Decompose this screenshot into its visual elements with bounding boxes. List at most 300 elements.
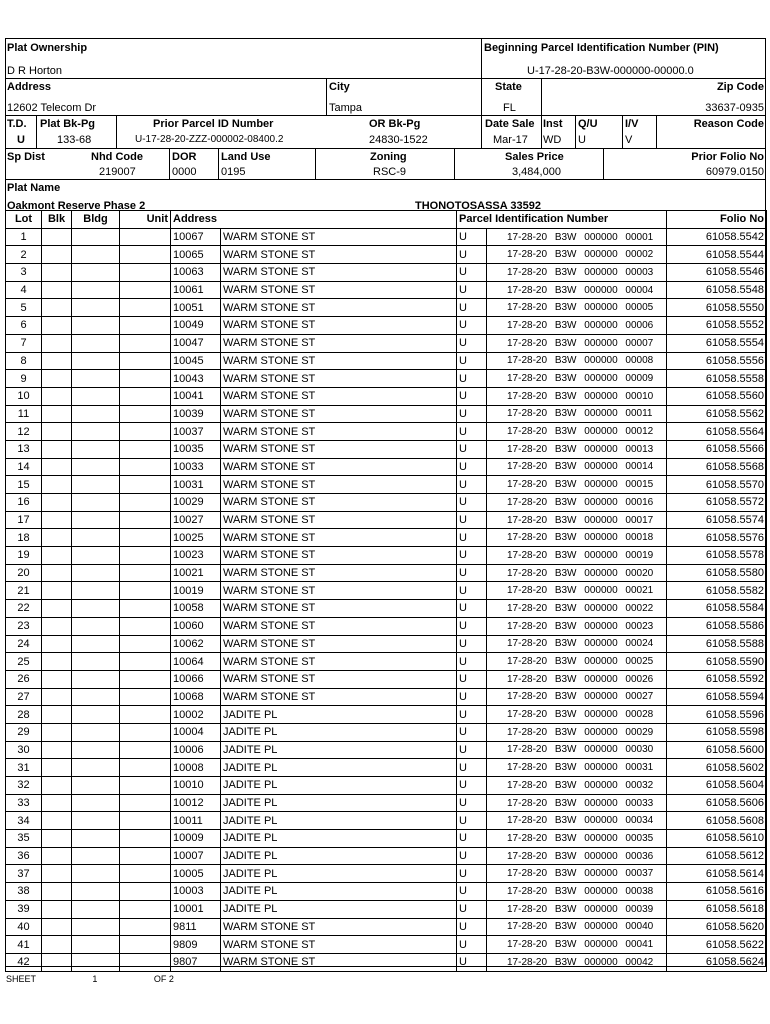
- lot-cell: 27: [6, 688, 42, 706]
- parcel-cell: [487, 494, 667, 512]
- divider: [603, 149, 604, 179]
- pin-parcel: 00026: [625, 673, 654, 685]
- bldg-cell: [72, 440, 120, 458]
- blk-cell: [42, 405, 72, 423]
- parcel-cell: [487, 582, 667, 600]
- parcel-cell: [487, 847, 667, 865]
- table-row: [6, 529, 767, 547]
- pin-sub: B3W: [554, 319, 577, 331]
- datesale-value: Mar-17: [493, 134, 528, 146]
- pin-sub: B3W: [554, 426, 577, 438]
- pin-block: 000000: [584, 514, 618, 526]
- house-number-cell: 10068: [171, 688, 221, 706]
- lot-cell: 18: [6, 529, 42, 547]
- lot-cell: 25: [6, 653, 42, 671]
- street-cell: WARM STONE ST: [221, 423, 457, 441]
- pin-twp: 17-28-20: [507, 461, 548, 473]
- property-row: [5, 149, 766, 180]
- street-cell: WARM STONE ST: [221, 564, 457, 582]
- folio-cell: 61058.5594: [667, 688, 767, 706]
- table-row: [6, 511, 767, 529]
- divider: [481, 116, 482, 148]
- pin-block: 000000: [584, 885, 618, 897]
- pin-block: 000000: [584, 903, 618, 915]
- pin-parcel: 00022: [625, 602, 654, 614]
- blk-cell: [42, 334, 72, 352]
- qu-label: Q/U: [578, 118, 598, 130]
- lot-cell: 42: [6, 953, 42, 971]
- folio-cell: 61058.5596: [667, 706, 767, 724]
- divider: [541, 116, 542, 148]
- street-cell: WARM STONE ST: [221, 953, 457, 971]
- parcel-cell: [487, 759, 667, 777]
- house-number-cell: 10005: [171, 865, 221, 883]
- pin-sub: B3W: [554, 921, 577, 933]
- pin-parcel: 00002: [625, 249, 654, 261]
- folio-cell: 61058.5604: [667, 777, 767, 795]
- pin-parcel: 00040: [625, 921, 654, 933]
- pin-parcel: 00004: [625, 284, 654, 296]
- parcel-cell: [487, 617, 667, 635]
- bldg-cell: [72, 830, 120, 848]
- pin-sub: B3W: [554, 461, 577, 473]
- parcel-cell: [487, 317, 667, 335]
- table-row: [6, 653, 767, 671]
- pin-parcel: 00025: [625, 656, 654, 668]
- pin-twp: 17-28-20: [507, 620, 548, 632]
- pin-block: 000000: [584, 620, 618, 632]
- pin-twp: 17-28-20: [507, 496, 548, 508]
- parcel-cell: [487, 830, 667, 848]
- pin-block: 000000: [584, 656, 618, 668]
- td-cell: U: [457, 847, 487, 865]
- pin-block: 000000: [584, 549, 618, 561]
- bldg-cell: [72, 900, 120, 918]
- td-cell: U: [457, 246, 487, 264]
- street-cell: WARM STONE ST: [221, 688, 457, 706]
- folio-cell: 61058.5544: [667, 246, 767, 264]
- house-number-cell: 10021: [171, 564, 221, 582]
- parcel-cell: [487, 883, 667, 901]
- td-cell: U: [457, 741, 487, 759]
- table-row: [6, 299, 767, 317]
- table-row: [6, 812, 767, 830]
- pin-twp: 17-28-20: [507, 231, 548, 243]
- td-cell: U: [457, 387, 487, 405]
- pin-twp: 17-28-20: [507, 319, 548, 331]
- pin-parcel: 00019: [625, 549, 654, 561]
- parcel-cell: [487, 511, 667, 529]
- blk-cell: [42, 264, 72, 282]
- bldg-cell: [72, 635, 120, 653]
- zoning-value: RSC-9: [373, 166, 407, 178]
- pin-twp: 17-28-20: [507, 567, 548, 579]
- unit-cell: [120, 317, 171, 335]
- td-cell: U: [457, 476, 487, 494]
- address-row: [5, 79, 766, 116]
- pin-parcel: 00018: [625, 532, 654, 544]
- bldg-cell: [72, 777, 120, 795]
- pin-sub: B3W: [554, 939, 577, 951]
- td-cell: U: [457, 918, 487, 936]
- parcel-cell: [487, 741, 667, 759]
- bldg-cell: [72, 370, 120, 388]
- table-row: [6, 936, 767, 954]
- house-number-cell: 10023: [171, 547, 221, 565]
- td-cell: U: [457, 617, 487, 635]
- pin-parcel: 00031: [625, 762, 654, 774]
- bldg-cell: [72, 511, 120, 529]
- table-row: [6, 617, 767, 635]
- lot-cell: 34: [6, 812, 42, 830]
- folio-cell: 61058.5622: [667, 936, 767, 954]
- table-row: [6, 600, 767, 618]
- unit-cell: [120, 723, 171, 741]
- unit-cell: [120, 264, 171, 282]
- house-number-cell: 10001: [171, 900, 221, 918]
- pin-twp: 17-28-20: [507, 426, 548, 438]
- pin-parcel: 00041: [625, 939, 654, 951]
- prior-pin-value: U-17-28-20-ZZZ-000002-08400.2: [135, 134, 284, 145]
- pin-block: 000000: [584, 638, 618, 650]
- pin-sub: B3W: [554, 231, 577, 243]
- table-row: [6, 670, 767, 688]
- pin-parcel: 00015: [625, 479, 654, 491]
- house-number-cell: 10031: [171, 476, 221, 494]
- pin-parcel: 00021: [625, 585, 654, 597]
- pin-block: 000000: [584, 797, 618, 809]
- lot-cell: 39: [6, 900, 42, 918]
- street-cell: WARM STONE ST: [221, 246, 457, 264]
- parcel-cell: [487, 723, 667, 741]
- table-body: [6, 228, 767, 971]
- address-header: Address: [171, 211, 457, 229]
- divider: [481, 38, 482, 78]
- pin-block: 000000: [584, 921, 618, 933]
- lot-cell: 16: [6, 494, 42, 512]
- pin-block: 000000: [584, 426, 618, 438]
- folio-cell: 61058.5602: [667, 759, 767, 777]
- divider: [575, 116, 576, 148]
- house-number-cell: 10043: [171, 370, 221, 388]
- unit-cell: [120, 246, 171, 264]
- folio-header: Folio No: [667, 211, 767, 229]
- street-cell: WARM STONE ST: [221, 653, 457, 671]
- bldg-cell: [72, 741, 120, 759]
- table-row: [6, 635, 767, 653]
- pin-parcel: 00012: [625, 426, 654, 438]
- unit-cell: [120, 405, 171, 423]
- city-value: Tampa: [329, 102, 363, 114]
- inst-value: WD: [543, 134, 562, 146]
- street-cell: WARM STONE ST: [221, 264, 457, 282]
- pin-parcel: 00014: [625, 461, 654, 473]
- street-cell: WARM STONE ST: [221, 547, 457, 565]
- pin-twp: 17-28-20: [507, 691, 548, 703]
- street-cell: WARM STONE ST: [221, 670, 457, 688]
- table-row: [6, 423, 767, 441]
- table-row: [6, 865, 767, 883]
- folio-cell: 61058.5558: [667, 370, 767, 388]
- bldg-cell: [72, 600, 120, 618]
- pin-twp: 17-28-20: [507, 602, 548, 614]
- pin-block: 000000: [584, 602, 618, 614]
- street-cell: JADITE PL: [221, 812, 457, 830]
- blk-cell: [42, 582, 72, 600]
- pin-block: 000000: [584, 744, 618, 756]
- td-cell: U: [457, 688, 487, 706]
- lot-cell: 40: [6, 918, 42, 936]
- folio-cell: 61058.5554: [667, 334, 767, 352]
- pin-sub: B3W: [554, 408, 577, 420]
- pin-sub: B3W: [554, 832, 577, 844]
- street-cell: WARM STONE ST: [221, 281, 457, 299]
- pin-parcel: 00005: [625, 302, 654, 314]
- unit-cell: [120, 370, 171, 388]
- platbk-value: 133-68: [57, 134, 92, 146]
- nhd-label: Nhd Code: [91, 151, 143, 163]
- pin-twp: 17-28-20: [507, 479, 548, 491]
- bldg-cell: [72, 723, 120, 741]
- td-cell: U: [457, 228, 487, 246]
- bldg-cell: [72, 334, 120, 352]
- blk-cell: [42, 440, 72, 458]
- city-label: City: [329, 81, 350, 93]
- street-cell: WARM STONE ST: [221, 635, 457, 653]
- house-number-cell: 10063: [171, 264, 221, 282]
- pin-parcel: 00010: [625, 390, 654, 402]
- pin-sub: B3W: [554, 903, 577, 915]
- house-number-cell: 10058: [171, 600, 221, 618]
- house-number-cell: 9811: [171, 918, 221, 936]
- unit-cell: [120, 741, 171, 759]
- pin-label: Beginning Parcel Identification Number (PIN): [484, 42, 719, 54]
- pin-sub: B3W: [554, 850, 577, 862]
- parcel-cell: [487, 299, 667, 317]
- blk-cell: [42, 476, 72, 494]
- unit-cell: [120, 228, 171, 246]
- blk-cell: [42, 670, 72, 688]
- parcel-cell: [487, 670, 667, 688]
- pin-block: 000000: [584, 319, 618, 331]
- pin-block: 000000: [584, 956, 618, 968]
- pin-block: 000000: [584, 249, 618, 261]
- pin-sub: B3W: [554, 762, 577, 774]
- lot-cell: 1: [6, 228, 42, 246]
- pin-parcel: 00006: [625, 319, 654, 331]
- parcel-cell: [487, 635, 667, 653]
- parcel-cell: [487, 405, 667, 423]
- folio-cell: 61058.5582: [667, 582, 767, 600]
- pin-sub: B3W: [554, 337, 577, 349]
- address-label: Address: [7, 81, 52, 93]
- pin-sub: B3W: [554, 602, 577, 614]
- pin-block: 000000: [584, 673, 618, 685]
- lot-cell: 17: [6, 511, 42, 529]
- blk-cell: [42, 370, 72, 388]
- pin-sub: B3W: [554, 532, 577, 544]
- orbk-value: 24830-1522: [369, 134, 428, 146]
- td-cell: U: [457, 529, 487, 547]
- pin-block: 000000: [584, 337, 618, 349]
- blk-cell: [42, 352, 72, 370]
- table-row: [6, 317, 767, 335]
- parcel-cell: [487, 458, 667, 476]
- landuse-value: 0195: [221, 166, 246, 178]
- pin-twp: 17-28-20: [507, 549, 548, 561]
- street-cell: JADITE PL: [221, 794, 457, 812]
- table-row: [6, 918, 767, 936]
- street-cell: WARM STONE ST: [221, 476, 457, 494]
- parcel-cell: [487, 423, 667, 441]
- house-number-cell: 10060: [171, 617, 221, 635]
- table-row: [6, 494, 767, 512]
- folio-cell: 61058.5598: [667, 723, 767, 741]
- bldg-cell: [72, 264, 120, 282]
- blk-cell: [42, 953, 72, 971]
- folio-cell: 61058.5564: [667, 423, 767, 441]
- pin-block: 000000: [584, 408, 618, 420]
- lots-table-container: [5, 210, 767, 972]
- house-number-cell: 10064: [171, 653, 221, 671]
- divider: [116, 116, 117, 148]
- pin-sub: B3W: [554, 249, 577, 261]
- parcel-cell: [487, 281, 667, 299]
- inst-label: Inst: [543, 118, 563, 130]
- td-cell: U: [457, 865, 487, 883]
- bldg-header: Bldg: [72, 211, 120, 229]
- pin-twp: 17-28-20: [507, 709, 548, 721]
- pin-twp: 17-28-20: [507, 408, 548, 420]
- street-cell: JADITE PL: [221, 777, 457, 795]
- parcel-cell: [487, 953, 667, 971]
- pin-block: 000000: [584, 496, 618, 508]
- lot-cell: 9: [6, 370, 42, 388]
- bldg-cell: [72, 847, 120, 865]
- lot-cell: 23: [6, 617, 42, 635]
- pin-twp: 17-28-20: [507, 532, 548, 544]
- pin-parcel: 00028: [625, 709, 654, 721]
- pin-parcel: 00013: [625, 443, 654, 455]
- house-number-cell: 10049: [171, 317, 221, 335]
- lot-cell: 37: [6, 865, 42, 883]
- td-cell: U: [457, 883, 487, 901]
- pin-parcel: 00035: [625, 832, 654, 844]
- lot-cell: 28: [6, 706, 42, 724]
- unit-cell: [120, 706, 171, 724]
- house-number-cell: 10067: [171, 228, 221, 246]
- blk-cell: [42, 317, 72, 335]
- bldg-cell: [72, 281, 120, 299]
- location-value: THONOTOSASSA 33592: [415, 200, 541, 212]
- td-cell: U: [457, 334, 487, 352]
- pin-value: U-17-28-20-B3W-000000-00000.0: [527, 65, 694, 77]
- dor-value: 0000: [172, 166, 197, 178]
- house-number-cell: 10012: [171, 794, 221, 812]
- bldg-cell: [72, 936, 120, 954]
- table-row: [6, 564, 767, 582]
- house-number-cell: 10062: [171, 635, 221, 653]
- unit-cell: [120, 476, 171, 494]
- pin-sub: B3W: [554, 709, 577, 721]
- td-cell: U: [457, 352, 487, 370]
- street-cell: WARM STONE ST: [221, 228, 457, 246]
- parcel-cell: [487, 794, 667, 812]
- folio-cell: 61058.5590: [667, 653, 767, 671]
- platname-label: Plat Name: [7, 182, 61, 194]
- parcel-cell: [487, 264, 667, 282]
- table-row: [6, 264, 767, 282]
- lot-cell: 22: [6, 600, 42, 618]
- sheet-number: 1: [92, 974, 98, 984]
- pin-block: 000000: [584, 709, 618, 721]
- td-cell: U: [457, 440, 487, 458]
- unit-cell: [120, 847, 171, 865]
- unit-cell: [120, 830, 171, 848]
- street-cell: JADITE PL: [221, 847, 457, 865]
- pin-block: 000000: [584, 850, 618, 862]
- folio-cell: 61058.5548: [667, 281, 767, 299]
- house-number-cell: 10047: [171, 334, 221, 352]
- street-cell: WARM STONE ST: [221, 600, 457, 618]
- pin-sub: B3W: [554, 585, 577, 597]
- pin-sub: B3W: [554, 514, 577, 526]
- pin-twp: 17-28-20: [507, 337, 548, 349]
- blk-cell: [42, 564, 72, 582]
- lot-cell: 14: [6, 458, 42, 476]
- blk-cell: [42, 812, 72, 830]
- platname-value: Oakmont Reserve Phase 2: [7, 200, 146, 212]
- bldg-cell: [72, 883, 120, 901]
- parcel-cell: [487, 865, 667, 883]
- parcel-cell: [487, 936, 667, 954]
- bldg-cell: [72, 688, 120, 706]
- bldg-cell: [72, 423, 120, 441]
- unit-cell: [120, 494, 171, 512]
- pin-parcel: 00034: [625, 815, 654, 827]
- folio-cell: 61058.5588: [667, 635, 767, 653]
- pin-sub: B3W: [554, 885, 577, 897]
- street-cell: WARM STONE ST: [221, 352, 457, 370]
- folio-cell: 61058.5584: [667, 600, 767, 618]
- pin-sub: B3W: [554, 479, 577, 491]
- pin-block: 000000: [584, 390, 618, 402]
- pin-block: 000000: [584, 779, 618, 791]
- bldg-cell: [72, 246, 120, 264]
- lot-cell: 38: [6, 883, 42, 901]
- table-row: [6, 476, 767, 494]
- pin-parcel: 00030: [625, 744, 654, 756]
- td-cell: U: [457, 317, 487, 335]
- house-number-cell: 10010: [171, 777, 221, 795]
- unit-cell: [120, 759, 171, 777]
- parcel-cell: [487, 246, 667, 264]
- house-number-cell: 10066: [171, 670, 221, 688]
- blk-cell: [42, 900, 72, 918]
- blk-cell: [42, 529, 72, 547]
- pin-block: 000000: [584, 815, 618, 827]
- lot-cell: 6: [6, 317, 42, 335]
- pin-twp: 17-28-20: [507, 390, 548, 402]
- pin-block: 000000: [584, 479, 618, 491]
- parcel-cell: [487, 777, 667, 795]
- street-cell: WARM STONE ST: [221, 936, 457, 954]
- divider: [315, 149, 316, 179]
- street-cell: WARM STONE ST: [221, 334, 457, 352]
- blk-cell: [42, 600, 72, 618]
- pin-twp: 17-28-20: [507, 939, 548, 951]
- bldg-cell: [72, 458, 120, 476]
